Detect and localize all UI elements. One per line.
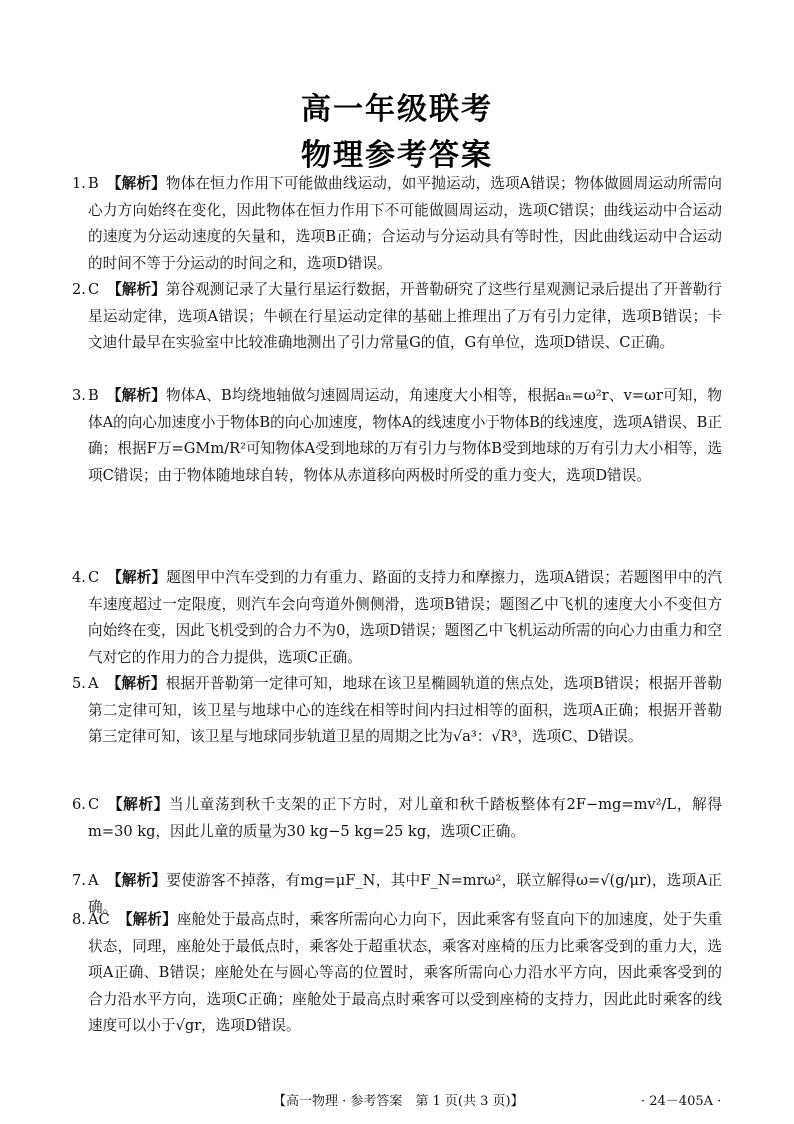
answer-item-4 (72, 565, 722, 671)
analysis-tag: 【解析】 (106, 675, 166, 692)
item-answer: C (88, 281, 100, 298)
analysis-tag: 【解析】 (106, 387, 166, 404)
item-explanation: 物体A、B均绕地轴做匀速圆周运动，角速度大小相等，根据aₙ=ω²r、v=ωr可知，物体A的向心加速度小于物体B的向心加速度，物体A的线速度小于物体B的线速度，选项A错误、B正确；根据F万=GMm/R²可知物体A受到地球的万有引力与物体B受到地球的万有引力大小相等，选项C错误；由于物体随地球自转，物体从赤道移向两极时所受的重力变大，选项D错误。 (88, 387, 722, 484)
item-number: 1. (72, 175, 86, 192)
analysis-tag: 【解析】 (107, 796, 170, 813)
answer-item-3 (72, 383, 722, 489)
analysis-tag: 【解析】 (106, 872, 167, 889)
item-explanation: 根据开普勒第一定律可知，地球在该卫星椭圆轨道的焦点处，选项B错误；根据开普勒第二定律可知，该卫星与地球中心的连线在相等时间内扫过相等的面积，选项A正确；根据开普勒第三定律可知，该卫星与地球同步轨道卫星的周期之比为√a³：√R³，选项C、D错误。 (88, 675, 722, 745)
item-explanation: 座舱处于最高点时，乘客所需向心力向下，因此乘客有竖直向下的加速度，处于失重状态，同理，座舱处于最低点时，乘客处于超重状态，乘客对座椅的压力比乘客受到的重力大，选项A正确、B错误；座舱处在与圆心等高的位置时，乘客所需向心力沿水平方向，因此乘客受到的合力沿水平方向，选项C正确；座舱处于最高点时乘客可以受到座椅的支持力，因此此时乘客的线速度可以小于√gr，选项D错误。 (88, 911, 722, 1034)
item-number: 2. (72, 281, 86, 298)
item-number: 6. (72, 796, 86, 813)
item-number: 7. (72, 872, 86, 889)
item-answer: AC (88, 911, 110, 928)
item-number: 5. (72, 675, 86, 692)
item-explanation: 题图甲中汽车受到的力有重力、路面的支持力和摩擦力，选项A错误；若题图甲中的汽车速度超过一定限度，则汽车会向弯道外侧侧滑，选项B错误；题图乙中飞机的速度大小不变但方向始终在变，因此飞机受到的合力不为0，选项D错误；题图乙中飞机运动所需的向心力由重力和空气对它的作用力的合力提供，选项C正确。 (88, 569, 722, 666)
answer-item-5 (72, 671, 722, 751)
item-answer: C (88, 569, 100, 586)
footer-page-info: 【高一物理 · 参考答案 第 1 页(共 3 页)】 (273, 1094, 524, 1109)
answer-item-1 (72, 171, 722, 277)
answer-item-2 (72, 277, 722, 357)
item-number: 4. (72, 569, 86, 586)
item-number: 8. (72, 911, 86, 928)
item-explanation: 物体在恒力作用下可能做曲线运动，如平抛运动，选项A错误；物体做圆周运动所需向心力方向始终在变化，因此物体在恒力作用下不可能做圆周运动，选项C错误；曲线运动中合运动的速度为分运动速度的矢量和，选项B正确；合运动与分运动具有等时性，因此曲线运动中合运动的时间不等于分运动的时间之和，选项D错误。 (88, 175, 722, 272)
item-answer: A (88, 872, 99, 889)
analysis-tag: 【解析】 (107, 569, 167, 586)
answer-item-8 (72, 907, 722, 1040)
analysis-tag: 【解析】 (117, 911, 177, 928)
answer-item-6 (72, 792, 722, 845)
item-answer: B (88, 175, 99, 192)
page-subtitle: 物理参考答案 (301, 138, 493, 173)
analysis-tag: 【解析】 (107, 281, 166, 298)
item-answer: B (88, 387, 99, 404)
footer-exam-code: · 24－405A · (641, 1094, 722, 1109)
page-title: 高一年级联考 (301, 92, 493, 127)
item-number: 3. (72, 387, 86, 404)
item-explanation: 当儿童荡到秋千支架的正下方时，对儿童和秋千踏板整体有2F−mg=mv²/L，解得m=30 kg，因此儿童的质量为30 kg−5 kg=25 kg，选项C正确。 (88, 796, 722, 840)
item-answer: A (88, 675, 99, 692)
item-explanation: 要使游客不掉落，有mg=μF_N，其中F_N=mrω²，联立解得ω=√(g/μr)，选项A正确。 (88, 872, 722, 916)
item-answer: C (88, 796, 100, 813)
analysis-tag: 【解析】 (106, 175, 166, 192)
item-explanation: 第谷观测记录了大量行星运行数据，开普勒研究了这些行星观测记录后提出了开普勒行星运动定律，选项A错误；牛顿在行星运动定律的基础上推理出了万有引力定律，选项B错误；卡文迪什最早在实验室中比较准确地测出了引力常量G的值，G有单位，选项D错误、C正确。 (88, 281, 722, 351)
